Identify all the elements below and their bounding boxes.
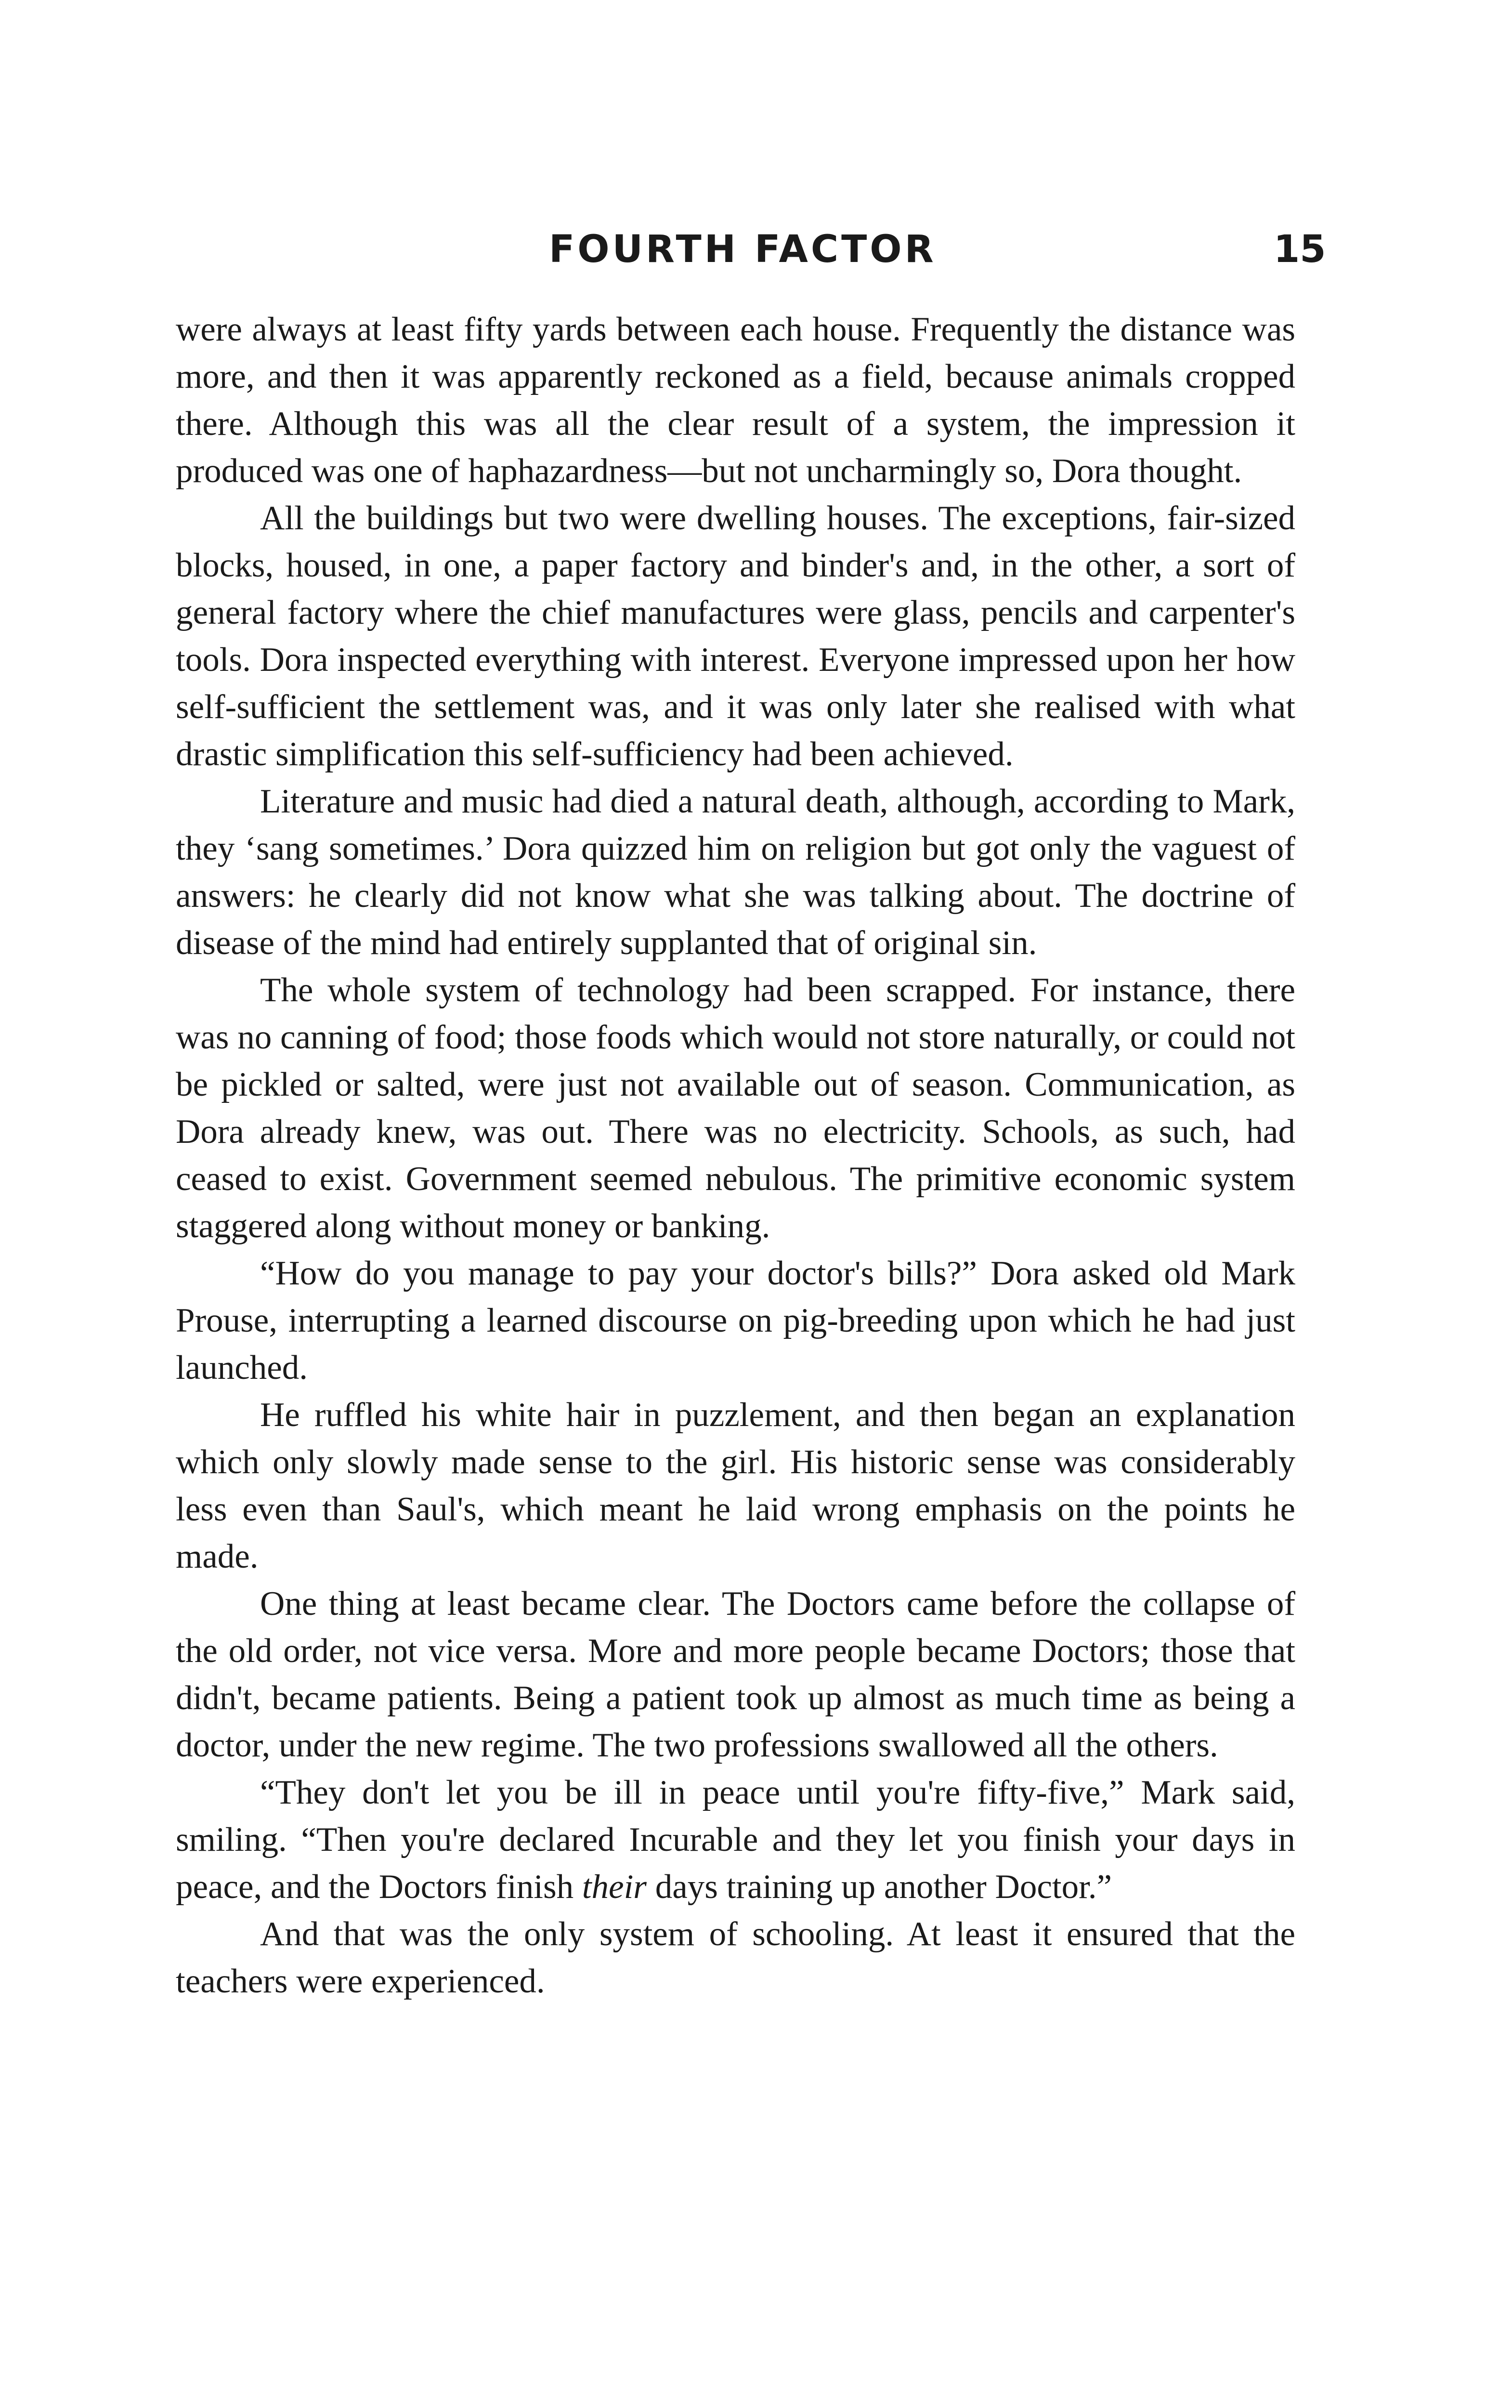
running-title: FOURTH FACTOR: [549, 228, 937, 271]
page-number: 15: [1274, 228, 1326, 271]
paragraph-9: And that was the only system of schooling. At least it ensured that the teachers were experienced.: [176, 1915, 1295, 2000]
paragraph-3: Literature and music had died a natural death, although, according to Mark, they ‘sang sometimes.’ Dora quizzed him on religion but got only the vaguest of answers: he clearly did not know what she was talking about. The doctrine of disease of the mind had entirely supplanted that of original sin.: [176, 783, 1295, 962]
paragraph-5: “How do you manage to pay your doctor's bills?” Dora asked old Mark Prouse, interrupting a learned discourse on pig-breeding upon which he had just launched.: [176, 1255, 1295, 1387]
body-text: [176, 306, 1295, 2005]
paragraph-2: All the buildings but two were dwelling houses. The exceptions, fair-sized blocks, housed, in one, a paper factory and binder's and, in the other, a sort of general factory where the chief manufactures were glass, pencils and carpenter's tools. Dora inspected everything with interest. Everyone impressed upon her how self-sufficient the settlement was, and it was only later she realised with what drastic simplification this self-sufficiency had been achieved.: [176, 499, 1295, 773]
paragraph-1: were always at least fifty yards between each house. Frequently the distance was more, and then it was apparently reckoned as a field, because animals cropped there. Although this was all the clear result of a system, the impression it produced was one of haphazardness—but not uncharmingly so, Dora thought.: [176, 311, 1295, 490]
emphasis-text: their: [582, 1868, 647, 1906]
paragraph-6: He ruffled his white hair in puzzlement, and then began an explanation which only slowly made sense to the girl. His historic sense was considerably less even than Saul's, which meant he laid wrong emphasis on the points he made.: [176, 1396, 1295, 1575]
running-head: [0, 225, 1512, 274]
paragraph-7: One thing at least became clear. The Doctors came before the collapse of the old order, not vice versa. More and more people became Doctors; those that didn't, became patients. Being a patient took up almost as much time as being a doctor, under the new regime. The two professions swallowed all the others.: [176, 1585, 1295, 1764]
paragraph-4: The whole system of technology had been scrapped. For instance, there was no canning of food; those foods which would not store naturally, or could not be pickled or salted, were just not available out of season. Communication, as Dora already knew, was out. There was no electricity. Schools, as such, had ceased to exist. Government seemed nebulous. The primitive economic system staggered along without money or banking.: [176, 971, 1295, 1245]
paragraph-8: “They don't let you be ill in peace until you're fifty-five,” Mark said, smiling. “Then you're declared Incurable and they let you finish your days in peace, and the Doctors finish their days training up another Doctor.”: [176, 1774, 1295, 1906]
